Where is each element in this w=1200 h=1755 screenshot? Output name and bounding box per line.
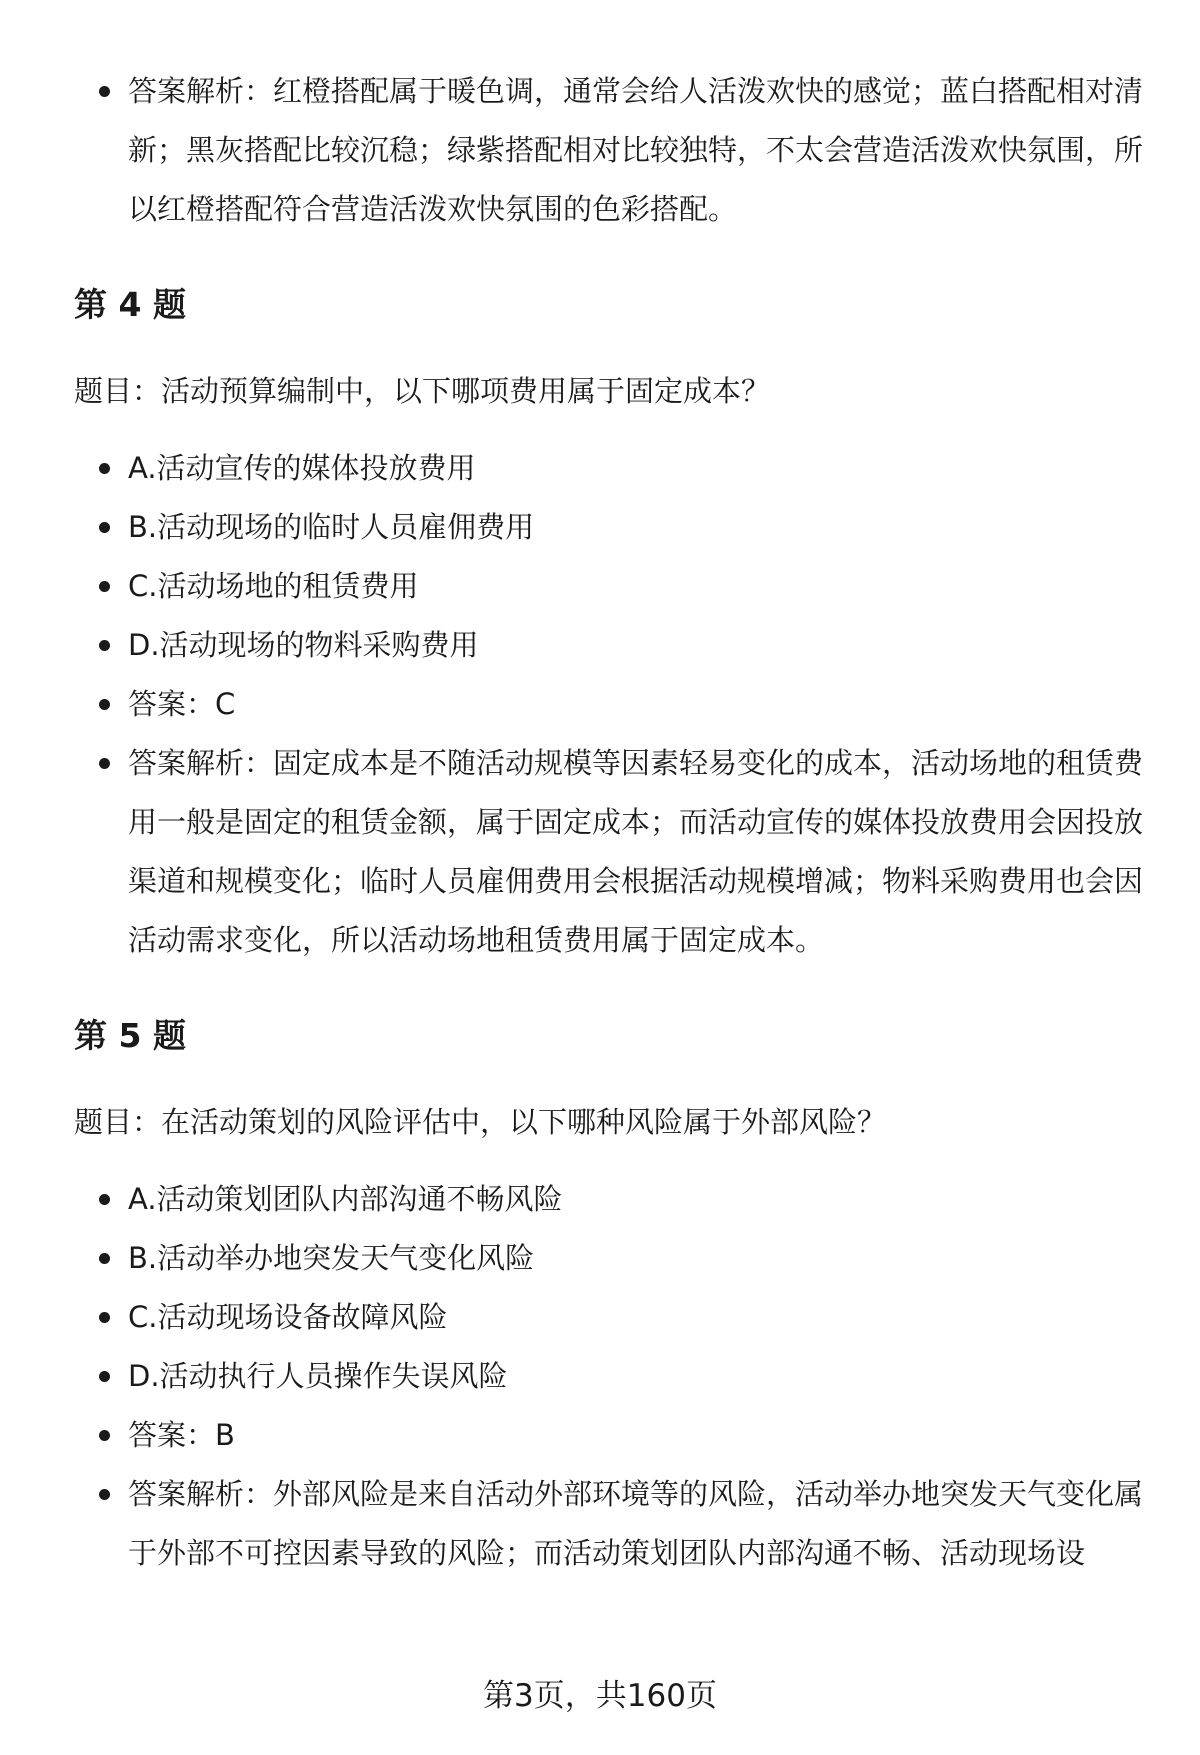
question-5 xyxy=(74,1014,1154,1583)
prev-answer-analysis: 答案解析：红橙搭配属于暖色调，通常会给人活泼欢快的感觉；蓝白搭配相对清新；黑灰搭配比较沉稳；绿紫搭配相对比较独特，不太会营造活泼欢快氛围，所以红橙搭配符合营造活泼欢快氛围的色彩搭配。 xyxy=(74,62,1154,239)
question-5-options xyxy=(74,1170,1154,1583)
question-5-option-a: A.活动策划团队内部沟通不畅风险 xyxy=(74,1170,1154,1229)
question-5-stem: 题目：在活动策划的风险评估中，以下哪种风险属于外部风险？ xyxy=(74,1105,887,1139)
question-4-analysis: 答案解析：固定成本是不随活动规模等因素轻易变化的成本，活动场地的租赁费用一般是固定的租赁金额，属于固定成本；而活动宣传的媒体投放费用会因投放渠道和规模变化；临时人员雇佣费用会根据活动规模增减；物料采购费用也会因活动需求变化，所以活动场地租赁费用属于固定成本。 xyxy=(74,734,1154,970)
question-4-option-a: A.活动宣传的媒体投放费用 xyxy=(74,439,1154,498)
question-5-heading: 第 5 题 xyxy=(74,1016,186,1055)
question-4-heading: 第 4 题 xyxy=(74,285,186,324)
question-5-option-d: D.活动执行人员操作失误风险 xyxy=(74,1347,1154,1406)
question-4-answer: 答案：C xyxy=(74,675,1154,734)
prev-question-list xyxy=(74,62,1154,239)
question-5-option-b: B.活动举办地突发天气变化风险 xyxy=(74,1229,1154,1288)
question-4-option-d: D.活动现场的物料采购费用 xyxy=(74,616,1154,675)
page-number-footer: 第3页，共160页 xyxy=(483,1678,717,1714)
question-4-options xyxy=(74,439,1154,970)
question-4-stem: 题目：活动预算编制中，以下哪项费用属于固定成本？ xyxy=(74,374,771,408)
page-content xyxy=(74,62,1154,1583)
question-4 xyxy=(74,283,1154,970)
question-5-answer: 答案：B xyxy=(74,1406,1154,1465)
question-4-option-c: C.活动场地的租赁费用 xyxy=(74,557,1154,616)
question-5-option-c: C.活动现场设备故障风险 xyxy=(74,1288,1154,1347)
question-5-analysis: 答案解析：外部风险是来自活动外部环境等的风险，活动举办地突发天气变化属于外部不可控因素导致的风险；而活动策划团队内部沟通不畅、活动现场设 xyxy=(74,1465,1154,1583)
question-4-option-b: B.活动现场的临时人员雇佣费用 xyxy=(74,498,1154,557)
